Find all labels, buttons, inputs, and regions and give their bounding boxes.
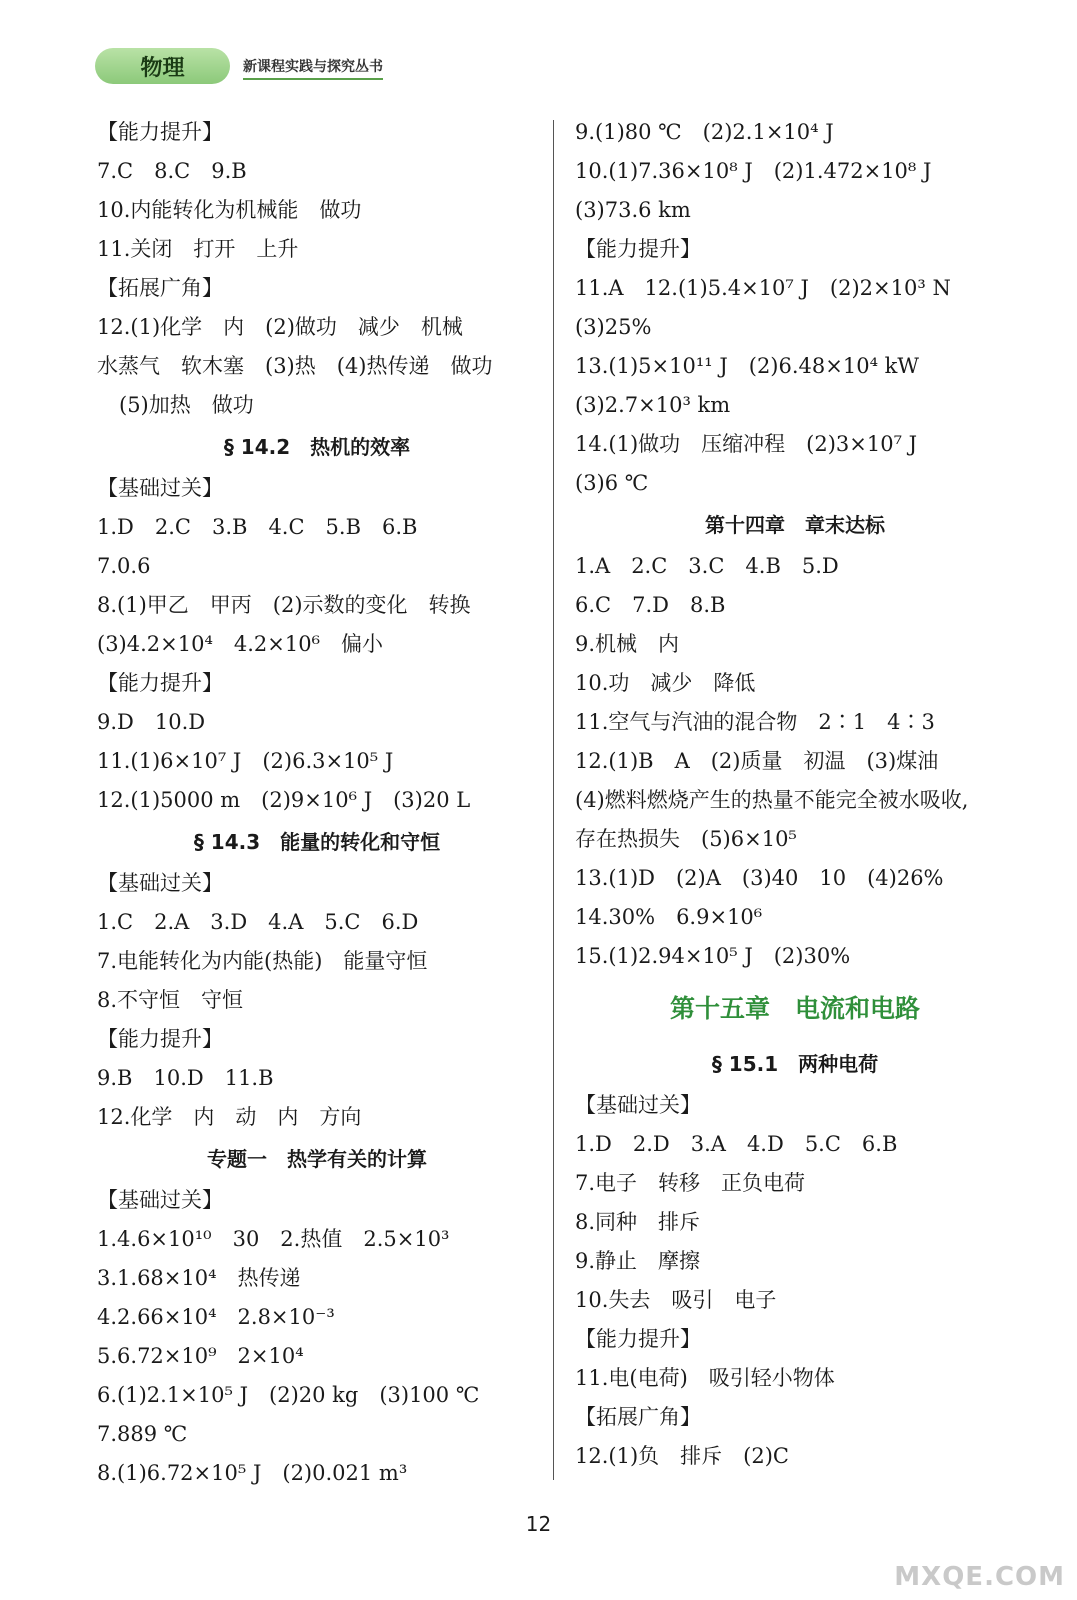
category-label: 【能力提升】 — [575, 237, 701, 261]
answer-line: 13.(1)5×10¹¹ J (2)6.48×10⁴ kW — [575, 354, 919, 378]
answer-line: 7.C 8.C 9.B — [97, 159, 247, 183]
watermark: MXQE.COM — [894, 1562, 1065, 1592]
answer-line: 13.(1)D (2)A (3)40 10 (4)26% — [575, 866, 944, 890]
answer-line: 8.(1)6.72×10⁵ J (2)0.021 m³ — [97, 1461, 408, 1485]
section-heading: 专题一 热学有关的计算 — [207, 1147, 427, 1171]
answer-line: 12.(1)5000 m (2)9×10⁶ J (3)20 L — [97, 788, 471, 812]
answer-line: 11.(1)6×10⁷ J (2)6.3×10⁵ J — [97, 749, 394, 773]
answer-line: 9.D 10.D — [97, 710, 206, 734]
answer-line: (4)燃料燃烧产生的热量不能完全被水吸收, — [575, 788, 969, 812]
answer-line: 12.化学 内 动 内 方向 — [97, 1105, 362, 1129]
answer-line: (3)4.2×10⁴ 4.2×10⁶ 偏小 — [97, 632, 384, 656]
answer-line: 1.C 2.A 3.D 4.A 5.C 6.D — [97, 910, 419, 934]
answer-line: 1.A 2.C 3.C 4.B 5.D — [575, 554, 839, 578]
answer-line: 10.失去 吸引 电子 — [575, 1288, 777, 1312]
answer-line: 水蒸气 软木塞 (3)热 (4)热传递 做功 — [97, 354, 493, 378]
section-heading: § 15.1 两种电荷 — [711, 1052, 879, 1076]
answer-line: (5)加热 做功 — [119, 393, 254, 417]
category-label: 【能力提升】 — [575, 1327, 701, 1351]
answer-line: 存在热损失 (5)6×10⁵ — [575, 827, 797, 851]
answer-line: 7.889 ℃ — [97, 1422, 188, 1446]
answer-line: 11.电(电荷) 吸引轻小物体 — [575, 1366, 835, 1390]
answer-line: 11.A 12.(1)5.4×10⁷ J (2)2×10³ N — [575, 276, 951, 300]
answer-line: 7.电子 转移 正负电荷 — [575, 1171, 806, 1195]
answer-line: 8.(1)甲乙 甲丙 (2)示数的变化 转换 — [97, 593, 471, 617]
answer-line: 14.30% 6.9×10⁶ — [575, 905, 763, 929]
section-heading: § 14.3 能量的转化和守恒 — [193, 830, 441, 854]
answer-line: 7.0.6 — [97, 554, 151, 578]
answer-line: 11.空气与汽油的混合物 2∶1 4∶3 — [575, 710, 935, 734]
category-label: 【能力提升】 — [97, 1027, 223, 1051]
answer-line: 6.C 7.D 8.B — [575, 593, 726, 617]
answer-line: 9.机械 内 — [575, 632, 680, 656]
answer-line: 10.功 减少 降低 — [575, 671, 756, 695]
answer-line: (3)2.7×10³ km — [575, 393, 731, 417]
answer-line: 1.D 2.D 3.A 4.D 5.C 6.B — [575, 1132, 898, 1156]
category-label: 【基础过关】 — [97, 476, 223, 500]
answer-line: 7.电能转化为内能(热能) 能量守恒 — [97, 949, 428, 973]
section-heading: § 14.2 热机的效率 — [223, 435, 411, 459]
category-label: 【基础过关】 — [97, 1188, 223, 1212]
subject-badge — [95, 48, 230, 84]
answer-line: 14.(1)做功 压缩冲程 (2)3×10⁷ J — [575, 432, 918, 456]
right-column — [575, 113, 1015, 1476]
category-label: 【能力提升】 — [97, 120, 223, 144]
answer-line: 3.1.68×10⁴ 热传递 — [97, 1266, 301, 1290]
category-label: 【基础过关】 — [575, 1093, 701, 1117]
page-number: 12 — [525, 1512, 552, 1536]
answer-line: 9.(1)80 ℃ (2)2.1×10⁴ J — [575, 120, 834, 144]
answer-line: (3)25% — [575, 315, 652, 339]
answer-line: 12.(1)B A (2)质量 初温 (3)煤油 — [575, 749, 939, 773]
category-label: 【能力提升】 — [97, 671, 223, 695]
answer-line: 4.2.66×10⁴ 2.8×10⁻³ — [97, 1305, 335, 1329]
answer-line: 15.(1)2.94×10⁵ J (2)30% — [575, 944, 851, 968]
left-column — [97, 113, 537, 1493]
answer-line: 11.关闭 打开 上升 — [97, 237, 299, 261]
answer-line: 8.同种 排斥 — [575, 1210, 701, 1234]
answer-line: 6.(1)2.1×10⁵ J (2)20 kg (3)100 ℃ — [97, 1383, 480, 1407]
answer-line: 10.(1)7.36×10⁸ J (2)1.472×10⁸ J — [575, 159, 932, 183]
answer-line: 9.静止 摩擦 — [575, 1249, 701, 1273]
answer-line: 1.D 2.C 3.B 4.C 5.B 6.B — [97, 515, 418, 539]
section-heading: 第十四章 章末达标 — [705, 513, 885, 537]
answer-line: 5.6.72×10⁹ 2×10⁴ — [97, 1344, 304, 1368]
category-label: 【拓展广角】 — [575, 1405, 701, 1429]
page-header — [95, 48, 435, 88]
answer-line: 12.(1)化学 内 (2)做功 减少 机械 — [97, 315, 463, 339]
answer-line: (3)6 ℃ — [575, 471, 649, 495]
column-divider — [553, 120, 554, 1480]
answer-line: 9.B 10.D 11.B — [97, 1066, 274, 1090]
chapter-heading: 第十五章 电流和电路 — [669, 994, 920, 1023]
answer-line: 12.(1)负 排斥 (2)C — [575, 1444, 789, 1468]
series-title: 新课程实践与探究丛书 — [243, 56, 383, 80]
answer-line: (3)73.6 km — [575, 198, 691, 222]
category-label: 【拓展广角】 — [97, 276, 223, 300]
answer-line: 10.内能转化为机械能 做功 — [97, 198, 362, 222]
subject-label: 物理 — [140, 55, 185, 81]
answer-line: 8.不守恒 守恒 — [97, 988, 244, 1012]
category-label: 【基础过关】 — [97, 871, 223, 895]
answer-line: 1.4.6×10¹⁰ 30 2.热值 2.5×10³ — [97, 1227, 450, 1251]
